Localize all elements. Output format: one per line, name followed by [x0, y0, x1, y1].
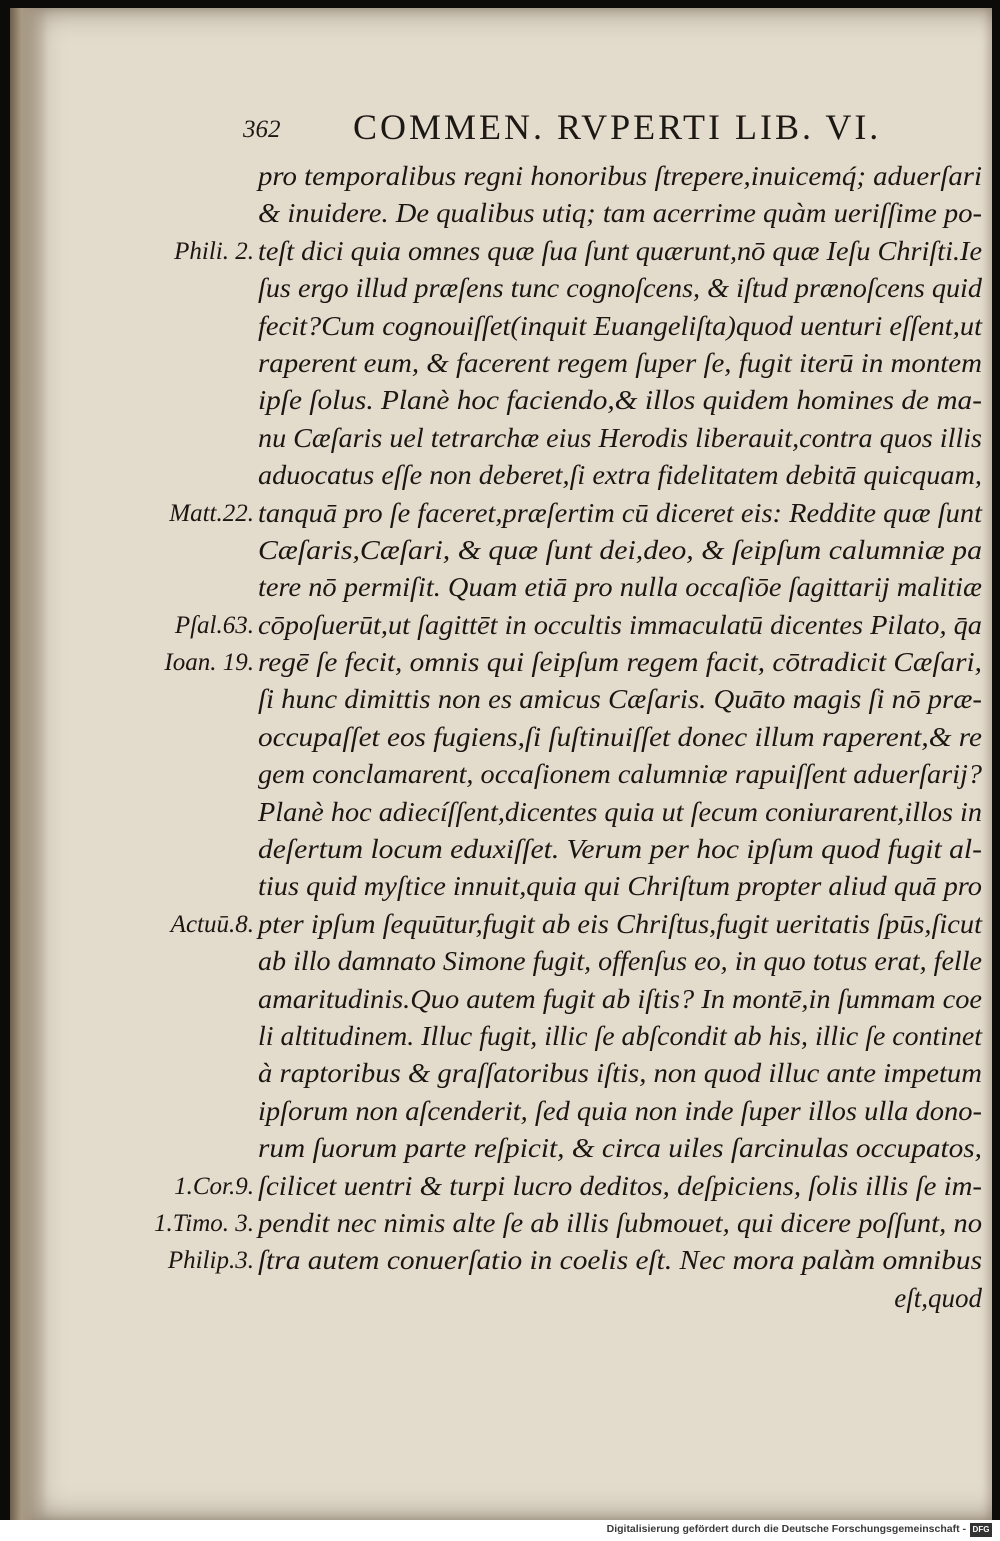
text-line [258, 681, 982, 718]
funding-credit: Digitalisierung gefördert durch die Deutsche Forschungsgemeinschaft - [606, 1523, 966, 1535]
text-line-content: pendit nec nimis alte ſe ab illis ſubmouet, qui dicere poſſunt, no [258, 1207, 982, 1238]
text-line-content: fecit?Cum cognouiſſet(inquit Euangeliſta)quod uenturi eſſent,ut [258, 310, 983, 341]
text-line-content: li altitudinem. Illuc fugit, illic ſe abſcondit ab his, illic ſe continet [258, 1020, 982, 1051]
text-line-content: tere nō permiſit. Quam etiā pro nulla occaſiōe ſagittarij malitiæ [258, 572, 982, 603]
marginal-reference: Matt.22. [169, 499, 254, 527]
text-line [258, 981, 982, 1018]
text-line [258, 532, 982, 569]
text-line [258, 943, 982, 980]
text-line-content: eſt,quod [894, 1282, 982, 1313]
text-line [258, 1018, 982, 1055]
text-line [258, 868, 982, 905]
text-line [258, 457, 982, 494]
text-line [258, 831, 982, 868]
text-line-content: rum ſuorum parte reſpicit, & circa uiles ſarcinulas occupatos, [258, 1133, 982, 1164]
text-line [258, 1093, 982, 1130]
text-line [153, 1205, 982, 1242]
text-line-content: raperent eum, & facerent regem ſuper ſe, fugit iterū in montem [258, 347, 982, 378]
text-line [258, 158, 982, 195]
text-line-content: ipſorum non aſcenderit, ſed quia non inde ſuper illos ulla dono- [258, 1095, 982, 1126]
marginal-reference: Pſal.63. [174, 611, 254, 639]
text-line-content: deſertum locum eduxiſſet. Verum per hoc ipſum quod fugit al- [258, 834, 982, 865]
text-line [258, 382, 982, 419]
text-line-content: ſi hunc dimittis non es amicus Cæſaris. Quāto magis ſi nō præ- [258, 684, 982, 715]
text-line-content: & inuidere. De qualibus utiq; tam acerrime quàm ueriſſime po- [258, 198, 982, 229]
text-line [258, 1280, 982, 1317]
text-line [174, 233, 982, 270]
text-line [258, 1055, 982, 1092]
text-line [258, 195, 982, 232]
marginal-reference: Phili. 2. [174, 237, 254, 265]
text-line [258, 1130, 982, 1167]
text-line-content: ſtra autem conuerſatio in coelis eſt. Nec mora palàm omnibus [258, 1245, 982, 1276]
text-line [164, 644, 982, 681]
page-number: 362 [243, 116, 281, 143]
text-line-content: ſus ergo illud præſens tunc cognoſcens, & iſtud prænoſcens quid [258, 273, 982, 304]
text-line [167, 1242, 982, 1279]
text-line [258, 345, 982, 382]
text-line [174, 607, 982, 644]
page-gutter-shadow [10, 8, 48, 1520]
text-line [258, 794, 982, 831]
text-line-content: pro temporalibus regni honoribus ſtrepere,inuicemq́; aduerſari [258, 161, 982, 191]
text-line-content: pter ipſum ſequūtur,fugit ab eis Chriſtus,fugit ueritatis ſpūs,ſicut [258, 908, 982, 939]
text-line [169, 495, 982, 532]
dfg-logo: DFG [970, 1523, 992, 1537]
text-line-content: Planè hoc adiecíſſent,dicentes quia ut ſecum coniurarent,illos in [258, 796, 982, 827]
text-line [258, 756, 982, 793]
text-line-content: nu Cæſaris uel tetrarchæ eius Herodis liberauit,contra quos illis [258, 422, 982, 453]
body-text [153, 158, 983, 1317]
text-line [258, 569, 982, 606]
marginal-reference: Actuū.8. [170, 910, 254, 938]
text-line-content: Cæſaris,Cæſari, & quæ ſunt dei,deo, & ſeipſum calumniæ pa [258, 534, 982, 565]
text-line [174, 1168, 982, 1205]
text-line-content: tius quid myſtice innuit,quia qui Chriſtum propter aliud quā pro [258, 871, 982, 902]
text-line [170, 906, 982, 943]
text-line-content: aduocatus eſſe non deberet,ſi extra fidelitatem debitā quicquam, [258, 460, 982, 491]
digitization-footer [0, 1520, 1000, 1541]
book-page [10, 8, 992, 1520]
text-line-content: amaritudinis.Quo autem fugit ab iſtis? In montē,in ſummam coe [258, 983, 982, 1014]
text-line [258, 719, 982, 756]
text-line-content: regē ſe fecit, omnis qui ſeipſum regem facit, cōtradicit Cæſari, [258, 647, 982, 678]
marginal-reference: 1.Cor.9. [174, 1172, 254, 1200]
text-line-content: tanquā pro ſe faceret,præſertim cū diceret eis: Reddite quæ ſunt [258, 497, 982, 528]
text-line-content: occupaſſet eos fugiens,ſi ſuſtinuiſſet donec illum raperent,& re [258, 721, 983, 752]
text-line-content: ipſe ſolus. Planè hoc faciendo,& illos quidem homines de ma- [258, 385, 982, 416]
text-line-content: cōpoſuerūt,ut ſagittēt in occultis immaculatū dicentes Pilato, q̄a [258, 609, 982, 640]
marginal-reference: Philip.3. [167, 1247, 254, 1275]
text-line [258, 420, 982, 457]
running-head-title: COMMEN. RVPERTI LIB. VI. [353, 107, 882, 147]
text-line-content: à raptoribus & graſſatoribus iſtis, non quod illuc ante impetum [258, 1058, 982, 1089]
text-line [258, 270, 982, 307]
text-line [258, 308, 982, 345]
text-line-content: gem conclamarent, occaſionem calumniæ rapuiſſent aduerſarij? [258, 759, 982, 790]
text-line-content: ab illo damnato Simone fugit, offenſus eo, in quo totus erat, felle [258, 946, 982, 977]
text-line-content: ſcilicet uentri & turpi lucro deditos, deſpiciens, ſolis illis ſe im- [258, 1170, 982, 1201]
marginal-reference: 1.Timo. 3. [153, 1209, 254, 1237]
marginal-reference: Ioan. 19. [164, 649, 254, 677]
text-line-content: teſt dici quia omnes quæ ſua ſunt quærunt,nō quæ Ieſu Chriſti.Ie [258, 235, 982, 266]
running-head [243, 106, 943, 158]
